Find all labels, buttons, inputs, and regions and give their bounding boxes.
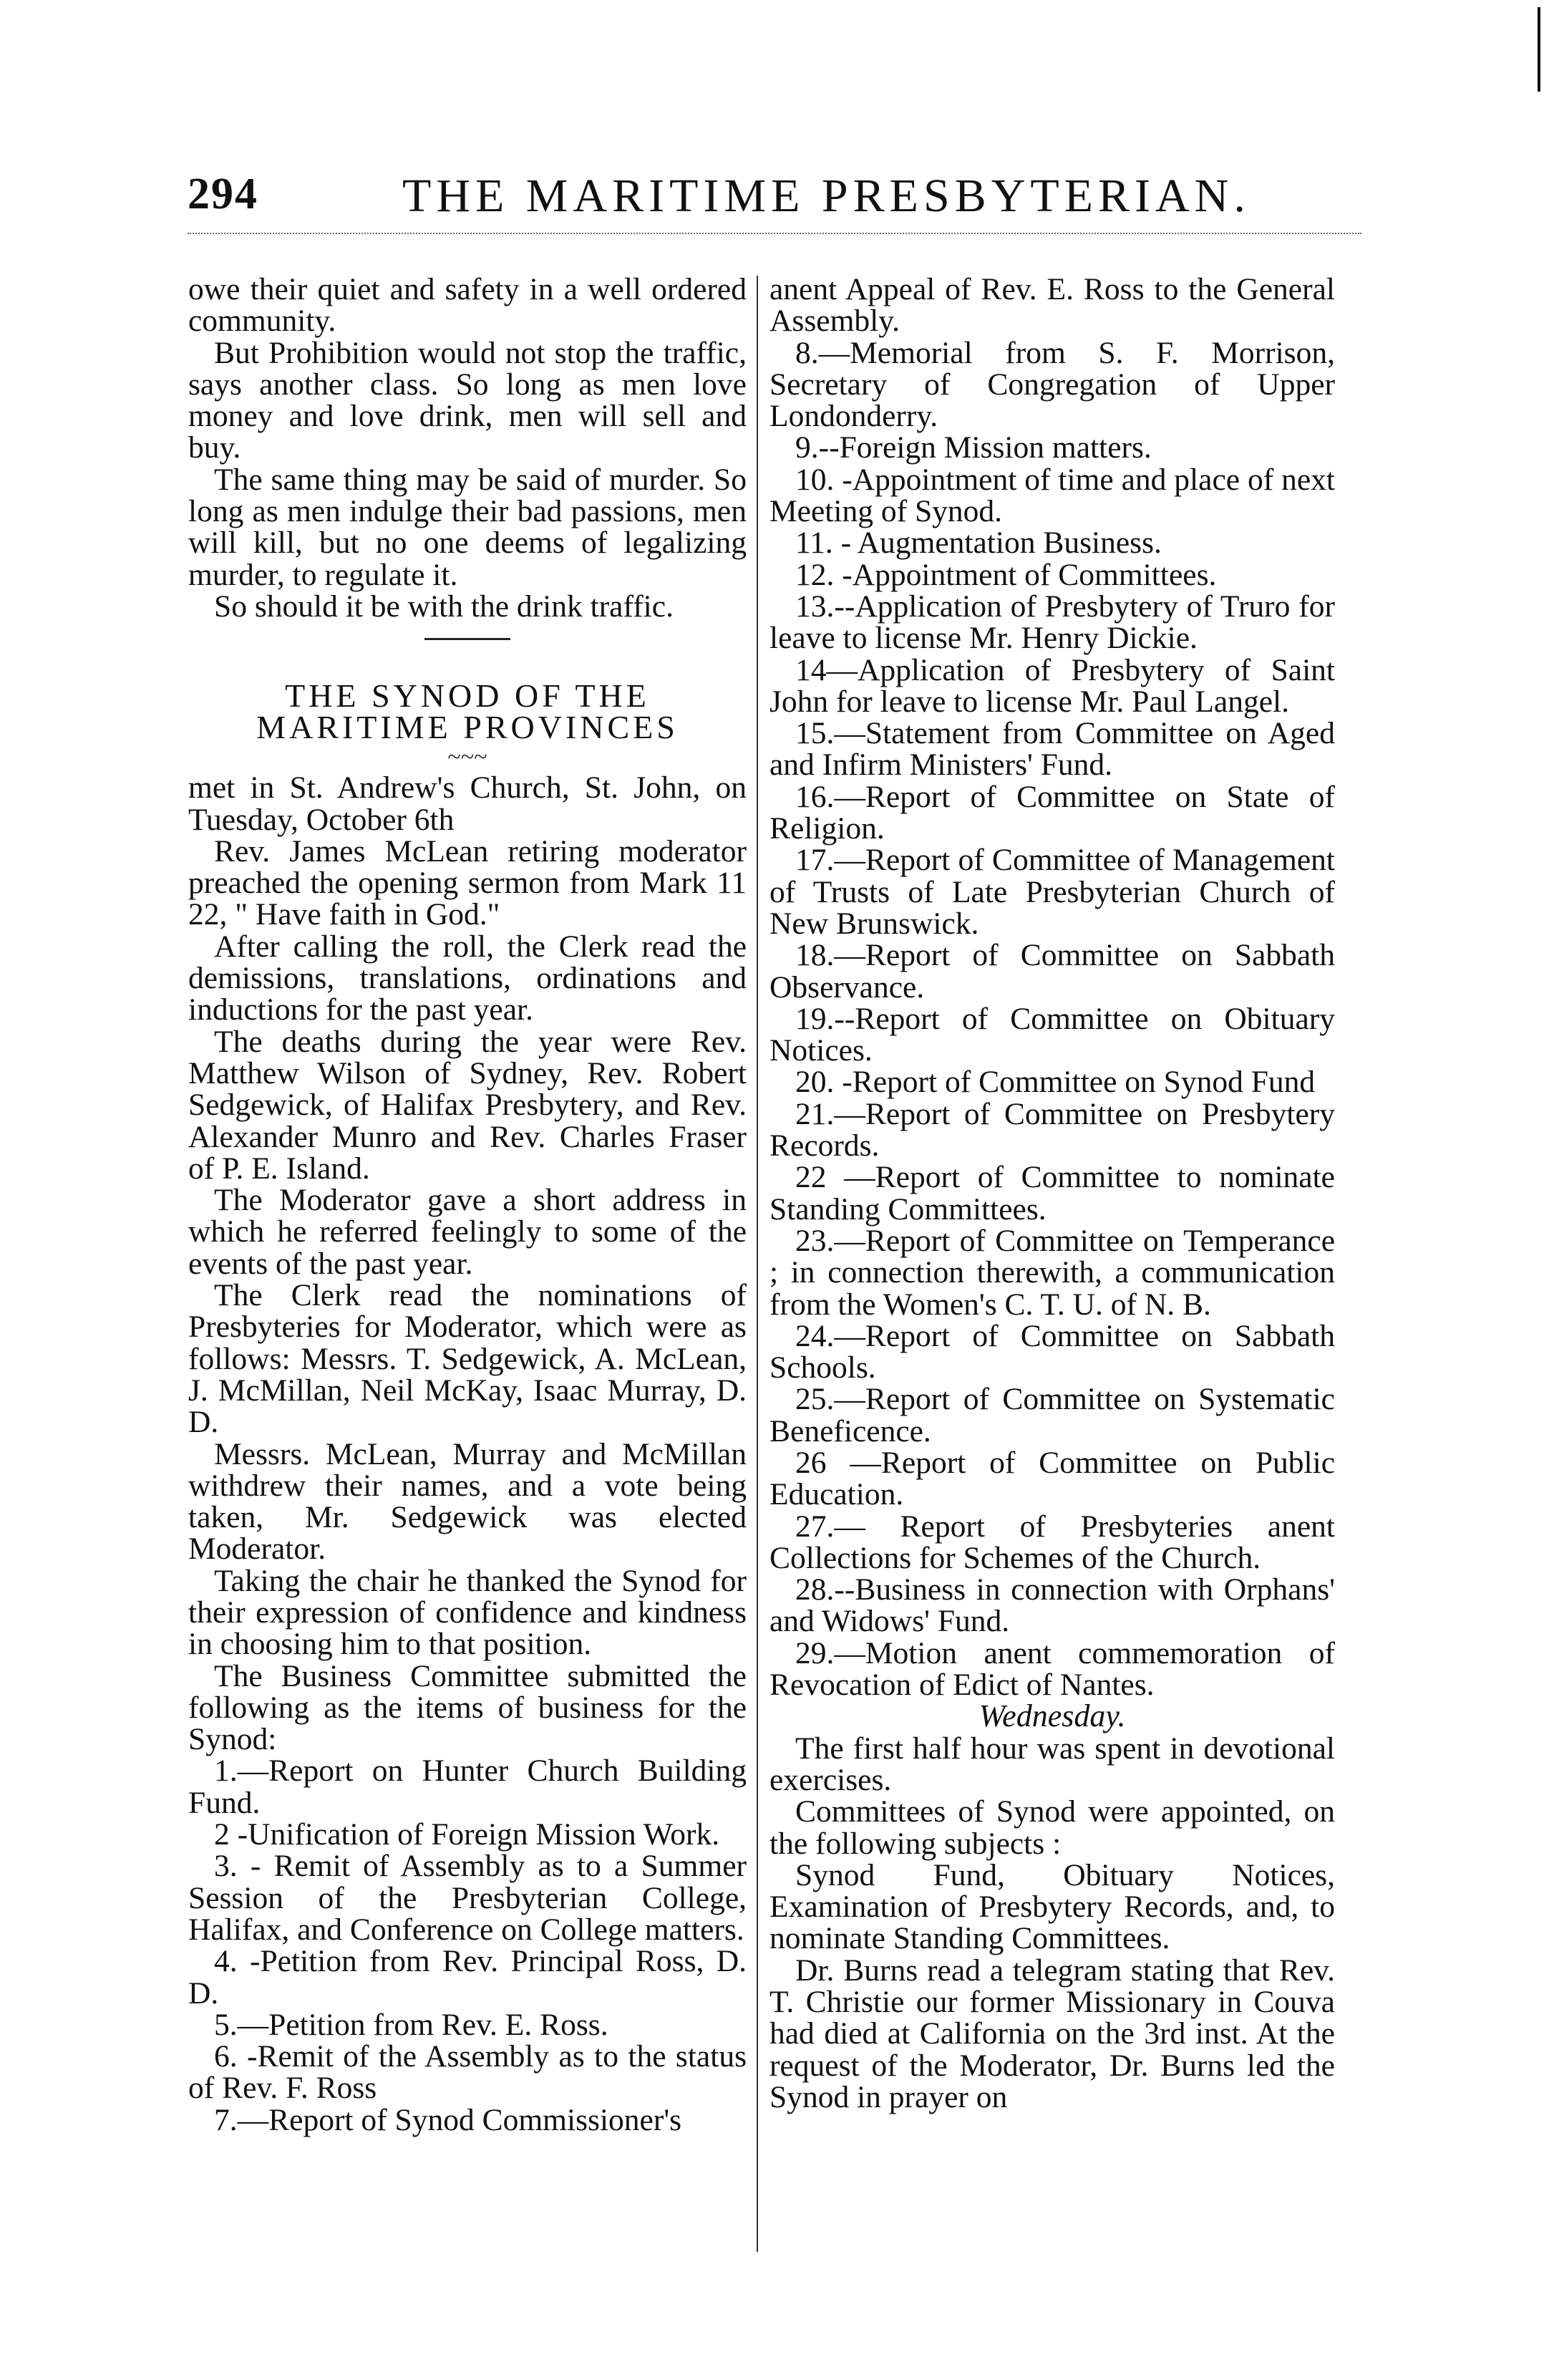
header-rule [188,233,1361,234]
agenda-item: 4. -Petition from Rev. Principal Ross, D. D. [188,1944,747,2011]
paragraph: The first half hour was spent in devotional exercises. [769,1731,1335,1797]
paragraph: Dr. Burns read a telegram stating that Rev. T. Christie our former Missionary in Couva had died at California on the 3rd inst. At the request of the Moderator, Dr. Burns led the Synod in prayer on [769,1953,1335,2114]
paragraph: Taking the chair he thanked the Synod for their expression of confidence and kindness in choosing him to that position. [188,1563,747,1662]
left-column [188,274,747,2136]
agenda-item: 22 —Report of Committee to nominate Standing Committees. [769,1160,1335,1227]
agenda-item: 21.—Report of Committee on Presbytery Records. [769,1096,1335,1164]
agenda-item: 9.--Foreign Mission matters. [795,430,1152,465]
agenda-item: 7.—Report of Synod Commissioner's [214,2102,682,2137]
agenda-item: 3. - Remit of Assembly as to a Summer Session of the Presbyterian College, Halifax, and Conference on College matters. [188,1849,747,1947]
agenda-item: 17.—Report of Committee of Management of Trusts of Late Presbyterian Church of New Brunswick. [769,843,1335,941]
paragraph: But Prohibition would not stop the traffic, says another class. So long as men love money and love drink, men will sell and buy. [188,335,747,465]
paragraph: Messrs. McLean, Murray and McMillan withdrew their names, and a vote being taken, Mr. Sedgewick was elected Moderator. [188,1436,747,1567]
paragraph: The Moderator gave a short address in which he referred feelingly to some of the events of the past year. [188,1183,747,1281]
agenda-item: 14—Application of Presbytery of Saint John for leave to license Mr. Paul Langel. [769,652,1335,719]
paragraph: The Business Committee submitted the following as the items of business for the Synod: [188,1658,747,1757]
agenda-item: 25.—Report of Committee on Systematic Beneficence. [769,1382,1335,1448]
page-header [188,169,1361,233]
agenda-item: anent Appeal of Rev. E. Ross to the General Assembly. [769,272,1335,339]
agenda-item: 2 -Unification of Foreign Mission Work. [214,1817,720,1852]
agenda-item: 24.—Report of Committee on Sabbath Schools. [769,1318,1335,1385]
paragraph: So should it be with the drink traffic. [214,589,674,624]
ornament-flourish: ~~~ [447,744,487,771]
agenda-item: 1.—Report on Hunter Church Building Fund. [188,1753,747,1820]
agenda-item: 18.—Report of Committee on Sabbath Observance. [769,938,1335,1005]
agenda-item: 23.—Report of Committee on Temperance ; in connection therewith, a communication from the Women's C. T. U. of N. B. [769,1223,1335,1322]
paragraph: Committees of Synod were appointed, on the following subjects : [769,1794,1335,1861]
paragraph: owe their quiet and safety in a well ordered community. [188,272,747,339]
section-heading: THE SYNOD OF THE MARITIME PROVINCES [256,677,679,746]
agenda-item: 15.—Statement from Committee on Aged and Infirm Ministers' Fund. [769,716,1335,783]
agenda-item: 29.—Motion anent commemoration of Revocation of Edict of Nantes. [769,1635,1335,1703]
agenda-item: 11. - Augmentation Business. [795,526,1162,561]
day-subheading: Wednesday. [979,1698,1126,1734]
agenda-item: 16.—Report of Committee on State of Religion. [769,779,1335,846]
agenda-item: 10. -Appointment of time and place of next Meeting of Synod. [769,462,1335,529]
agenda-item: 28.--Business in connection with Orphans' and Widows' Fund. [769,1572,1335,1639]
agenda-item: 8.—Memorial from S. F. Morrison, Secretary of Congregation of Upper Londonderry. [769,335,1335,434]
running-title: THE MARITIME PRESBYTERIAN. [402,170,1251,222]
agenda-item: 6. -Remit of the Assembly as to the status of Rev. F. Ross [188,2039,747,2106]
paragraph: met in St. Andrew's Church, St. John, on Tuesday, October 6th [188,770,747,837]
paragraph: The Clerk read the nominations of Presbyteries for Moderator, which were as follows: Messrs. T. Sedgewick, A. McLean, J. McMillan, Neil McKay, Isaac Murray, D. D. [188,1278,747,1440]
right-column [769,274,1335,2113]
paragraph: Synod Fund, Obituary Notices, Examination of Presbytery Records, and, to nominate Standing Committees. [769,1857,1335,1956]
paragraph: After calling the roll, the Clerk read the demissions, translations, ordinations and inductions for the past year. [188,929,747,1027]
agenda-item: 12. -Appointment of Committees. [795,557,1217,592]
paragraph: Rev. James McLean retiring moderator preached the opening sermon from Mark 11 22, " Have faith in God." [188,833,747,932]
paragraph: The deaths during the year were Rev. Matthew Wilson of Sydney, Rev. Robert Sedgewick, of Halifax Presbytery, and Rev. Alexander Munro and Rev. Charles Fraser of P. E. Island. [188,1024,747,1186]
agenda-item: 13.--Application of Presbytery of Truro for leave to license Mr. Henry Dickie. [769,589,1335,656]
agenda-item: 26 —Report of Committee on Public Education. [769,1445,1335,1512]
column-divider [757,276,758,2252]
agenda-item: 27.— Report of Presbyteries anent Collections for Schemes of the Church. [769,1509,1335,1575]
section-divider [424,638,510,640]
paragraph: The same thing may be said of murder. So long as men indulge their bad passions, men will kill, but no one deems of legalizing murder, to regulate it. [188,462,747,592]
agenda-item: 5.—Petition from Rev. E. Ross. [214,2007,608,2042]
agenda-item: 19.--Report of Committee on Obituary Notices. [769,1001,1335,1068]
page-edge-rule [1538,7,1540,92]
page-number: 294 [188,170,258,218]
agenda-item: 20. -Report of Committee on Synod Fund [795,1065,1316,1100]
